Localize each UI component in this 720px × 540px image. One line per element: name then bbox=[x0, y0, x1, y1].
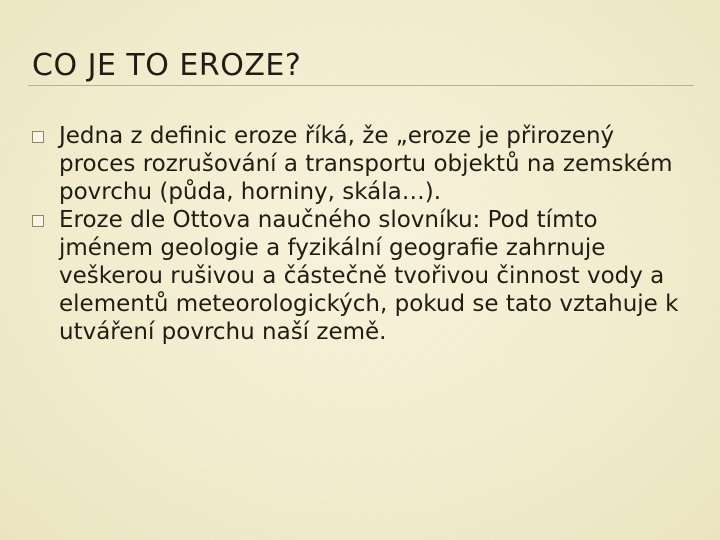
bullet-item bbox=[32, 206, 692, 346]
bullet-list bbox=[32, 122, 692, 346]
slide-title: CO JE TO EROZE? bbox=[32, 48, 302, 83]
title-underline bbox=[28, 85, 694, 86]
bullet-item bbox=[32, 122, 692, 206]
square-bullet-icon bbox=[32, 131, 44, 143]
square-bullet-icon bbox=[32, 215, 44, 227]
bullet-text: Jedna z definic eroze říká, že „eroze je přirozený proces rozrušování a transportu objektů na zemském povrchu (půda, horniny, skála…). bbox=[59, 123, 673, 205]
bullet-text: Eroze dle Ottova naučného slovníku: Pod tímto jménem geologie a fyzikální geografie zahrnuje veškerou rušivou a částečně tvořivou činnost vody a elementů meteorologických, pokud se tato vztahuje k utváření povrchu naší země. bbox=[59, 207, 679, 345]
